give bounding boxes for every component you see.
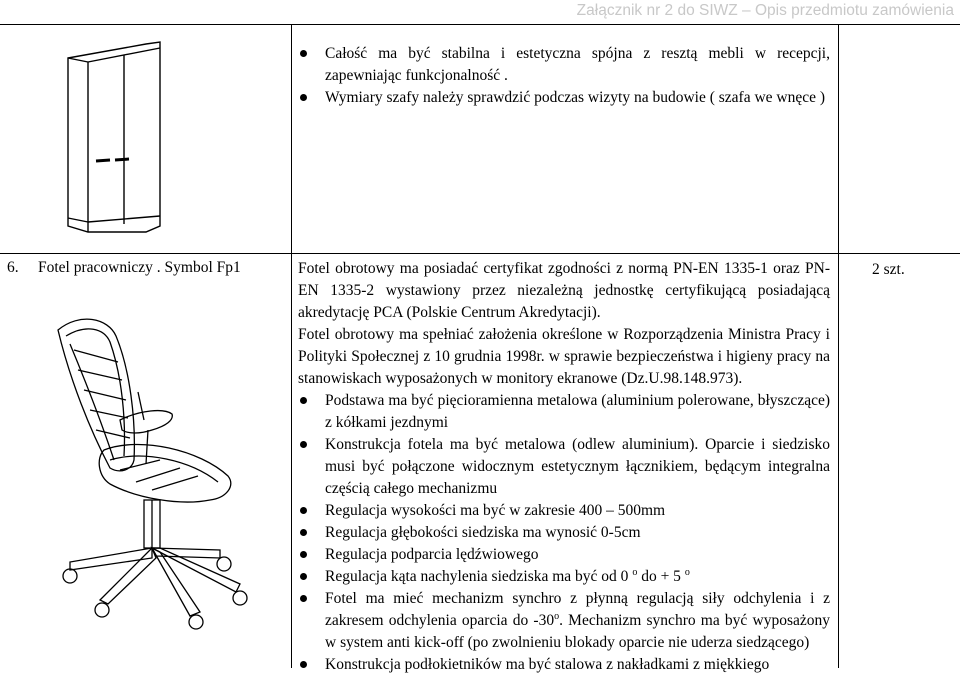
wardrobe-requirements — [298, 43, 830, 109]
row-divider — [0, 253, 960, 254]
office-chair-illustration — [40, 300, 260, 630]
list-item: Fotel ma mieć mechanizm synchro z płynną regulacją siły odchylenia i z zakresem odchylenia oparcia do -30$^o$. Mechanizm synchro ma być wyposażony w system anti kick-off (po zwolnieniu blokady oparcie nie uderza siedzącego) — [298, 588, 830, 654]
page-header: Załącznik nr 2 do SIWZ – Opis przedmiotu zamówienia — [576, 2, 954, 19]
bullet-icon — [300, 397, 307, 404]
column-divider-1 — [291, 24, 292, 668]
list-item: Regulacja kąta nachylenia siedziska ma być od 0 $^o$ do + 5 $^o$ — [298, 566, 830, 588]
list-item: Regulacja wysokości ma być w zakresie 400 – 500mm — [298, 500, 830, 522]
list-item: Całość ma być stabilna i estetyczna spójna z resztą mebli w recepcji, zapewniając funkcjonalność . — [298, 43, 830, 87]
list-item: Konstrukcja podłokietników ma być stalowa z nakładkami z miękkiego — [298, 654, 830, 676]
regulation-paragraph: Fotel obrotowy ma spełniać założenia określone w Rozporządzenia Ministra Pracy i Polityki Społecznej z 10 grudnia 1998r. w sprawie bezpieczeństwa i higieny pracy na stanowiskach wyposażonych w monitory ekranowe (Dz.U.98.148.973). — [298, 326, 830, 387]
list-item: Podstawa ma być pięcioramienna metalowa (aluminium polerowane, błyszczące) z kółkami jezdnymi — [298, 390, 830, 434]
bullet-icon — [300, 595, 307, 602]
table-top-border — [0, 24, 960, 25]
item-name: Fotel pracowniczy . Symbol Fp1 — [38, 259, 241, 276]
list-item: Wymiary szafy należy sprawdzić podczas wizyty na budowie ( szafa we wnęce ) — [298, 87, 830, 109]
certificate-paragraph: Fotel obrotowy ma posiadać certyfikat zgodności z normą PN-EN 1335-1 oraz PN-EN 1335-2 wystawiony przez niezależną jednostkę certyfikującą posiadającą akredytację PCA (Polskie Centrum Akredytacji). — [298, 260, 830, 321]
list-item: Regulacja głębokości siedziska ma wynosić 0-5cm — [298, 522, 830, 544]
bullet-icon — [300, 573, 307, 580]
bullet-icon — [300, 507, 307, 514]
bullet-icon — [300, 661, 307, 668]
bullet-icon — [300, 551, 307, 558]
list-item: Regulacja podparcia lędźwiowego — [298, 544, 830, 566]
item-quantity: 2 szt. — [872, 261, 905, 278]
bullet-icon — [300, 441, 307, 448]
wardrobe-illustration — [60, 40, 170, 240]
row-number: 6. — [7, 259, 19, 276]
bullet-icon — [300, 94, 307, 101]
chair-specification — [298, 258, 830, 676]
list-item: Konstrukcja fotela ma być metalowa (odlew aluminium). Oparcie i siedzisko musi być połączone widocznym estetycznym łącznikiem, będącym integralna częścią całego mechanizmu — [298, 434, 830, 500]
bullet-icon — [300, 529, 307, 536]
column-divider-2 — [838, 24, 839, 668]
bullet-icon — [300, 50, 307, 57]
